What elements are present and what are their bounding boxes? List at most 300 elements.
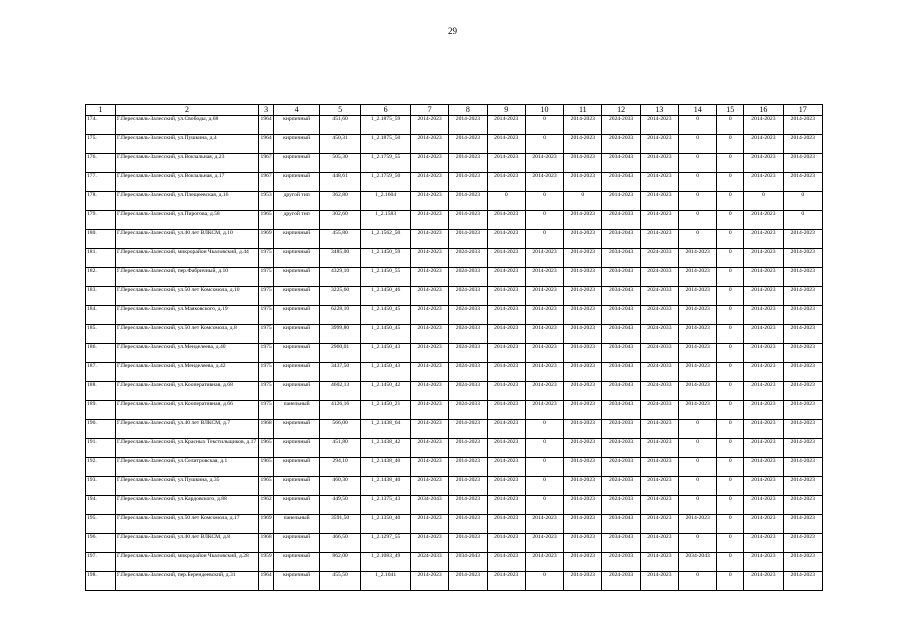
table-cell: 451,60	[319, 116, 360, 135]
table-cell: 0	[525, 458, 563, 477]
table-cell: 2014-2023	[564, 344, 602, 363]
table-cell: 2014-2023	[679, 249, 717, 268]
table-cell: 2034-2043	[602, 268, 640, 287]
table-cell: 1_2.1875_59	[361, 116, 411, 135]
table-cell: 1_2.1450_45	[361, 306, 411, 325]
table-cell: 466,50	[319, 534, 360, 553]
table-cell: 1975	[258, 363, 274, 382]
table-cell: 2014-2023	[783, 477, 822, 496]
table-cell: кирпичный	[274, 135, 320, 154]
table-cell: 2014-2023	[487, 135, 525, 154]
table-cell: кирпичный	[274, 116, 320, 135]
table-cell: 2014-2023	[410, 458, 448, 477]
row-number-cell: 193.	[86, 477, 116, 496]
table-cell: 2014-2023	[744, 306, 783, 325]
table-cell: 2024-2033	[640, 325, 678, 344]
column-number-15: 15	[717, 105, 744, 116]
table-cell: 2034-2043	[679, 553, 717, 572]
table-cell: 2014-2023	[410, 135, 448, 154]
table-cell: 0	[679, 154, 717, 173]
table-cell: кирпичный	[274, 420, 320, 439]
table-cell: 2014-2023	[487, 211, 525, 230]
table-cell: 505,30	[319, 154, 360, 173]
table-cell: 2014-2023	[783, 154, 822, 173]
table-cell: 3437,50	[319, 363, 360, 382]
table-cell: 2014-2023	[679, 287, 717, 306]
table-cell: 2014-2023	[564, 363, 602, 382]
table-cell: 0	[783, 192, 822, 211]
table-cell: 0	[717, 249, 744, 268]
table-cell: 2014-2023	[487, 344, 525, 363]
table-cell: 0	[525, 230, 563, 249]
table-cell: 2014-2023	[410, 116, 448, 135]
table-cell: 2024-2033	[640, 287, 678, 306]
address-cell: Г.Переславль-Залесский, ул.Свободы, д.68	[116, 116, 259, 135]
table-cell: 2014-2023	[449, 477, 487, 496]
address-cell: Г.Переславль-Залесский, ул.Маяковского, д.19	[116, 306, 259, 325]
table-cell: 2014-2023	[744, 325, 783, 344]
table-cell: 2014-2023	[744, 230, 783, 249]
table-cell: 2014-2023	[640, 154, 678, 173]
table-cell: 2014-2023	[640, 458, 678, 477]
column-number-6: 6	[361, 105, 411, 116]
row-number-cell: 191.	[86, 439, 116, 458]
table-cell: кирпичный	[274, 287, 320, 306]
row-number-cell: 186.	[86, 344, 116, 363]
table-cell: 0	[525, 572, 563, 591]
table-row	[86, 268, 823, 287]
table-cell: 2014-2023	[679, 401, 717, 420]
table-cell: 1_2.1083_49	[361, 553, 411, 572]
table-cell: 1_2.1041	[361, 572, 411, 591]
row-number-cell: 175.	[86, 135, 116, 154]
table-cell: 0	[717, 496, 744, 515]
table-row	[86, 572, 823, 591]
table-cell: 2014-2023	[410, 230, 448, 249]
address-cell: Г.Переславль-Залесский, ул.Вокзальная, д.23	[116, 154, 259, 173]
table-cell: 2014-2023	[564, 306, 602, 325]
table-cell: 0	[717, 534, 744, 553]
address-cell: Г.Переславль-Залесский, ул.50 лет Комсомола, д.17	[116, 515, 259, 534]
table-cell: 1_2.1350_40	[361, 515, 411, 534]
table-cell: 0	[679, 211, 717, 230]
table-cell: 2014-2023	[679, 325, 717, 344]
table-cell: 0	[525, 477, 563, 496]
table-cell: 1_2.1450_43	[361, 344, 411, 363]
table-row	[86, 287, 823, 306]
table-cell: 2014-2023	[564, 534, 602, 553]
table-cell: 0	[717, 382, 744, 401]
table-cell: 2014-2023	[525, 173, 563, 192]
row-number-cell: 179.	[86, 211, 116, 230]
table-cell: 4126,16	[319, 401, 360, 420]
column-number-11: 11	[564, 105, 602, 116]
column-number-13: 13	[640, 105, 678, 116]
table-cell: 0	[717, 211, 744, 230]
table-cell: 2014-2023	[783, 382, 822, 401]
table-cell: 1_2.1604	[361, 192, 411, 211]
address-cell: Г.Переславль-Залесский, ул.Пирогова, д.58	[116, 211, 259, 230]
table-cell: 2014-2023	[525, 306, 563, 325]
table-cell: 2960,01	[319, 344, 360, 363]
table-cell: 2014-2023	[744, 344, 783, 363]
table-cell: 2014-2023	[487, 420, 525, 439]
table-cell: 2014-2023	[783, 230, 822, 249]
table-row	[86, 344, 823, 363]
table-cell: 3485,00	[319, 249, 360, 268]
address-cell: Г.Переславль-Залесский, ул.Селитровская, д.1	[116, 458, 259, 477]
table-cell: 2014-2023	[564, 458, 602, 477]
table-cell: 0	[717, 192, 744, 211]
table-cell: 3591,50	[319, 515, 360, 534]
table-cell: 455,80	[319, 230, 360, 249]
table-cell: 2014-2023	[525, 382, 563, 401]
table-cell: 0	[717, 420, 744, 439]
table-cell: 2034-2043	[449, 553, 487, 572]
table-row	[86, 249, 823, 268]
table-cell: 1968	[258, 534, 274, 553]
address-cell: Г.Переславль-Залесский, ул.50 лет Комсомола, д.10	[116, 287, 259, 306]
table-cell: 2014-2023	[449, 154, 487, 173]
table-cell: 0	[717, 458, 744, 477]
table-cell: 2014-2023	[679, 515, 717, 534]
address-cell: Г.Переславль-Залесский, микрорайон Чкаловский, д.28	[116, 553, 259, 572]
table-cell: 2024-2033	[449, 287, 487, 306]
table-cell: 2014-2023	[487, 382, 525, 401]
table-cell: 0	[679, 458, 717, 477]
table-cell: кирпичный	[274, 173, 320, 192]
table-cell: 0	[717, 173, 744, 192]
column-number-3: 3	[258, 105, 274, 116]
table-cell: 2014-2023	[564, 211, 602, 230]
table-cell: 2014-2023	[525, 363, 563, 382]
table-row	[86, 192, 823, 211]
table-cell: 2014-2023	[449, 173, 487, 192]
table-cell: 0	[679, 135, 717, 154]
table-cell: 2024-2033	[640, 306, 678, 325]
table-cell: 2024-2033	[640, 344, 678, 363]
table-cell: 2014-2023	[744, 287, 783, 306]
table-cell: 2014-2023	[640, 230, 678, 249]
table-cell: 2014-2023	[487, 553, 525, 572]
table-cell: 6228,10	[319, 306, 360, 325]
table-cell: 2034-2043	[602, 515, 640, 534]
table-cell: 1975	[258, 249, 274, 268]
table-cell: 2014-2023	[564, 401, 602, 420]
table-cell: 2014-2023	[410, 287, 448, 306]
table-cell: 2034-2043	[602, 287, 640, 306]
table-cell: 0	[679, 230, 717, 249]
table-cell: 2014-2023	[744, 572, 783, 591]
table-cell: 2014-2023	[564, 268, 602, 287]
table-cell: 1_2.1759_55	[361, 154, 411, 173]
table-cell: 460,30	[319, 477, 360, 496]
table-cell: 2034-2043	[602, 382, 640, 401]
row-number-cell: 176.	[86, 154, 116, 173]
table-row	[86, 135, 823, 154]
table-cell: 2014-2023	[640, 534, 678, 553]
table-cell: 1975	[258, 306, 274, 325]
table-cell: 1_2.1375_43	[361, 496, 411, 515]
table-cell: 1964	[258, 116, 274, 135]
table-cell: 0	[525, 439, 563, 458]
table-cell: 2034-2043	[602, 249, 640, 268]
table-cell: 2014-2023	[679, 306, 717, 325]
row-number-cell: 188.	[86, 382, 116, 401]
table-cell: 0	[717, 344, 744, 363]
table-cell: 2014-2023	[410, 344, 448, 363]
table-cell: панельный	[274, 515, 320, 534]
table-cell: 2034-2043	[602, 325, 640, 344]
table-cell: 1967	[258, 154, 274, 173]
table-cell: 2014-2023	[744, 154, 783, 173]
table-cell: 2034-2043	[602, 534, 640, 553]
table-cell: 2014-2023	[783, 572, 822, 591]
table-cell: 2014-2023	[449, 135, 487, 154]
row-number-cell: 184.	[86, 306, 116, 325]
address-cell: Г.Переславль-Залесский, ул.40 лет ВЛКСМ, д.7	[116, 420, 259, 439]
table-cell: 2014-2023	[487, 439, 525, 458]
table-cell: 0	[679, 192, 717, 211]
table-cell: 2024-2033	[602, 135, 640, 154]
table-cell: 1969	[258, 515, 274, 534]
table-cell: 1_2.1450_43	[361, 363, 411, 382]
table-cell: 2034-2043	[602, 154, 640, 173]
table-cell: 2034-2043	[602, 230, 640, 249]
table-cell: кирпичный	[274, 477, 320, 496]
table-cell: 2014-2023	[410, 192, 448, 211]
table-cell: 2014-2023	[564, 382, 602, 401]
table-cell: 1_2.1562_50	[361, 230, 411, 249]
table-cell: 2034-2043	[602, 344, 640, 363]
table-cell: 1_2.1583	[361, 211, 411, 230]
table-cell: 0	[717, 477, 744, 496]
table-cell: 2014-2023	[564, 553, 602, 572]
column-number-row	[86, 105, 823, 116]
table-cell: 2014-2023	[410, 477, 448, 496]
table-cell: 0	[679, 477, 717, 496]
table-cell: 2014-2023	[602, 192, 640, 211]
table-row	[86, 211, 823, 230]
column-number-10: 10	[525, 105, 563, 116]
table-cell: 2014-2023	[487, 496, 525, 515]
table-cell: 2014-2023	[487, 534, 525, 553]
table-cell: 0	[717, 287, 744, 306]
table-cell: 2014-2023	[783, 287, 822, 306]
table-cell: 0	[717, 553, 744, 572]
column-number-17: 17	[783, 105, 822, 116]
table-cell: 0	[679, 173, 717, 192]
table-cell: 2024-2033	[602, 477, 640, 496]
row-number-cell: 180.	[86, 230, 116, 249]
table-cell: 4602,13	[319, 382, 360, 401]
table-cell: 2014-2023	[783, 458, 822, 477]
table-cell: 2014-2023	[487, 230, 525, 249]
table-cell: 1_2.1450_45	[361, 325, 411, 344]
table-cell: 2014-2023	[449, 515, 487, 534]
table-cell: 2014-2023	[783, 325, 822, 344]
table-cell: 2014-2023	[783, 306, 822, 325]
table-cell: 2024-2033	[449, 268, 487, 287]
address-cell: Г.Переславль-Залесский, микрорайон Чкаловский, д.44	[116, 249, 259, 268]
table-row	[86, 553, 823, 572]
table-cell: 2014-2023	[564, 135, 602, 154]
table-cell: 2014-2023	[744, 173, 783, 192]
table-cell: 2014-2023	[449, 534, 487, 553]
table-cell: 2014-2023	[564, 477, 602, 496]
table-cell: 2014-2023	[783, 363, 822, 382]
table-cell: 2014-2023	[487, 572, 525, 591]
page-number: 29	[448, 26, 457, 36]
table-cell: 2024-2033	[640, 401, 678, 420]
table-cell: 1965	[258, 477, 274, 496]
address-cell: Г.Переславль-Залесский, ул.Красных Текстильщиков, д.17	[116, 439, 259, 458]
table-cell: кирпичный	[274, 458, 320, 477]
table-cell: кирпичный	[274, 534, 320, 553]
table-cell: 2014-2023	[449, 192, 487, 211]
column-number-2: 2	[116, 105, 259, 116]
table-cell: 2014-2023	[783, 496, 822, 515]
address-cell: Г.Переславль-Залесский, ул.Пушкина, д.4	[116, 135, 259, 154]
table-cell: 0	[679, 496, 717, 515]
table-cell: 2014-2023	[744, 363, 783, 382]
table-cell: 2014-2023	[449, 116, 487, 135]
table-cell: 2024-2033	[602, 553, 640, 572]
table-cell: 0	[525, 420, 563, 439]
address-cell: Г.Переславль-Залесский, ул.Кардовского, д.88	[116, 496, 259, 515]
table-cell: 2014-2023	[564, 287, 602, 306]
address-cell: Г.Переславль-Залесский, ул.Вокзальная, д.17	[116, 173, 259, 192]
row-number-cell: 178.	[86, 192, 116, 211]
table-cell: 1_2.1438_42	[361, 439, 411, 458]
table-cell: 2014-2023	[487, 458, 525, 477]
table-cell: 0	[679, 420, 717, 439]
table-cell: 2014-2023	[410, 382, 448, 401]
table-row	[86, 116, 823, 135]
table-cell: 2014-2023	[744, 515, 783, 534]
column-number-14: 14	[679, 105, 717, 116]
table-cell: 1_2.1450_42	[361, 382, 411, 401]
address-cell: Г.Переславль-Залесский, пер.Фабричный, д.10	[116, 268, 259, 287]
table-cell: кирпичный	[274, 363, 320, 382]
address-cell: Г.Переславль-Залесский, ул.Плещеевская, д.16	[116, 192, 259, 211]
table-cell: 2014-2023	[449, 496, 487, 515]
table-cell: 2014-2023	[640, 515, 678, 534]
address-cell: Г.Переславль-Залесский, ул.Менделеева, д.40	[116, 344, 259, 363]
table-cell: 2014-2023	[449, 230, 487, 249]
table-cell: 2024-2033	[602, 496, 640, 515]
table-body	[86, 116, 823, 591]
table-cell: 0	[717, 401, 744, 420]
table-cell: 2014-2023	[410, 439, 448, 458]
table-cell: 2014-2023	[783, 173, 822, 192]
table-cell: 2014-2023	[679, 363, 717, 382]
row-number-cell: 189.	[86, 401, 116, 420]
table-row	[86, 534, 823, 553]
address-cell: Г.Переславль-Залесский, ул.Кооперативная, д.66	[116, 401, 259, 420]
table-cell: 2014-2023	[487, 116, 525, 135]
table-cell: кирпичный	[274, 249, 320, 268]
table-cell: кирпичный	[274, 572, 320, 591]
table-cell: 2014-2023	[410, 420, 448, 439]
table-cell: 2014-2023	[783, 439, 822, 458]
column-number-5: 5	[319, 105, 360, 116]
row-number-cell: 185.	[86, 325, 116, 344]
table-cell: 1969	[258, 230, 274, 249]
table-cell: 3225,60	[319, 287, 360, 306]
table-cell: 0	[717, 154, 744, 173]
table-cell: кирпичный	[274, 268, 320, 287]
table-cell: 2014-2023	[783, 249, 822, 268]
table-row	[86, 515, 823, 534]
table-cell: 0	[525, 211, 563, 230]
table-cell: 0	[717, 306, 744, 325]
row-number-cell: 198.	[86, 572, 116, 591]
table-cell: 1967	[258, 173, 274, 192]
table-cell: 2014-2023	[640, 439, 678, 458]
table-row	[86, 230, 823, 249]
table-cell: 2014-2023	[449, 458, 487, 477]
table-cell: кирпичный	[274, 154, 320, 173]
table-cell: 2014-2023	[410, 325, 448, 344]
column-number-12: 12	[602, 105, 640, 116]
table-cell: 2024-2033	[449, 363, 487, 382]
table-row	[86, 401, 823, 420]
table-cell: 2024-2033	[410, 553, 448, 572]
table-cell: 2014-2023	[410, 572, 448, 591]
table-cell: кирпичный	[274, 496, 320, 515]
table-cell: кирпичный	[274, 230, 320, 249]
row-number-cell: 181.	[86, 249, 116, 268]
column-number-16: 16	[744, 105, 783, 116]
table-cell: 2014-2023	[449, 572, 487, 591]
table-cell: 1_2.1438_40	[361, 458, 411, 477]
table-cell: 1975	[258, 401, 274, 420]
table-cell: 0	[717, 116, 744, 135]
table-cell: 0	[679, 534, 717, 553]
table-cell: 2014-2023	[410, 306, 448, 325]
table-cell: 2014-2023	[783, 116, 822, 135]
table-cell: 2024-2033	[640, 249, 678, 268]
table-cell: 1965	[258, 439, 274, 458]
table-cell: 2034-2043	[602, 363, 640, 382]
table-cell: 2014-2023	[744, 420, 783, 439]
address-cell: Г.Переславль-Залесский, пер.Берендеевский, д.31	[116, 572, 259, 591]
table-cell: 2014-2023	[487, 287, 525, 306]
table-cell: 450,31	[319, 135, 360, 154]
table-cell: 2014-2023	[564, 496, 602, 515]
table-cell: 2014-2023	[783, 135, 822, 154]
table-cell: 455,50	[319, 572, 360, 591]
table-cell: 2034-2043	[602, 401, 640, 420]
table-cell: 1975	[258, 344, 274, 363]
table-cell: 2024-2033	[449, 306, 487, 325]
table-cell: 0	[744, 192, 783, 211]
table-cell: 2014-2023	[640, 173, 678, 192]
table-cell: 2024-2033	[449, 382, 487, 401]
table-row	[86, 420, 823, 439]
table-cell: 2014-2023	[410, 173, 448, 192]
table-cell: 0	[525, 135, 563, 154]
column-number-4: 4	[274, 105, 320, 116]
table-cell: 1965	[258, 211, 274, 230]
table-cell: 362,80	[319, 192, 360, 211]
table-cell: 2014-2023	[564, 230, 602, 249]
table-cell: 2014-2023	[564, 249, 602, 268]
table-cell: 0	[717, 515, 744, 534]
table-cell: 1_2.1450_55	[361, 268, 411, 287]
table-cell: 0	[679, 572, 717, 591]
